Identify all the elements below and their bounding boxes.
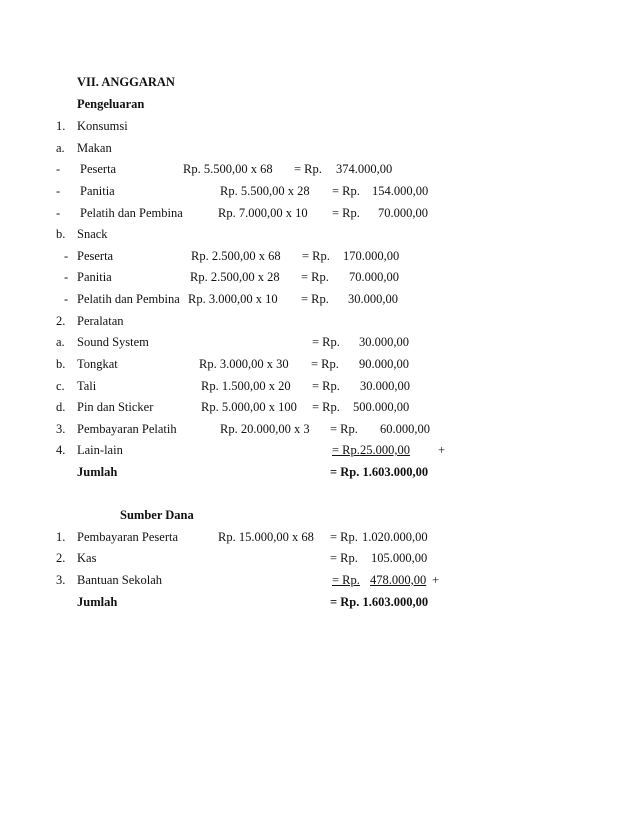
item-amount: 30.000,00 xyxy=(348,292,398,306)
plus-sign: + xyxy=(438,443,446,457)
item-makan: Makan xyxy=(77,141,112,155)
item-snack: Snack xyxy=(77,227,108,241)
list-marker: - xyxy=(64,292,69,306)
item-amount: 170.000,00 xyxy=(343,249,400,263)
item-calculation: Rp. 3.000,00 x 10 xyxy=(188,292,278,306)
item-label: Tali xyxy=(77,379,97,393)
item-amount: 374.000,00 xyxy=(336,162,393,176)
item-label: Pembayaran Peserta xyxy=(77,530,179,544)
list-marker: - xyxy=(64,249,69,263)
item-currency: = Rp. xyxy=(302,249,330,263)
item-amount: 500.000,00 xyxy=(353,400,410,414)
item-currency: = Rp. xyxy=(312,335,340,349)
item-amount: 25.000,00 xyxy=(360,443,410,457)
item-label: Pembayaran Pelatih xyxy=(77,422,177,436)
item-label: Panitia xyxy=(77,270,112,284)
item-amount: 1.020.000,00 xyxy=(362,530,428,544)
item-label: Panitia xyxy=(80,184,115,198)
item-amount: 154.000,00 xyxy=(372,184,429,198)
item-label: Kas xyxy=(77,551,97,565)
list-marker: a. xyxy=(56,335,65,349)
plus-sign: + xyxy=(432,573,440,587)
item-amount: 30.000,00 xyxy=(359,335,409,349)
list-marker: - xyxy=(56,184,61,198)
item-currency: = Rp. xyxy=(330,530,358,544)
item-currency: = Rp. xyxy=(330,551,358,565)
item-calculation: Rp. 15.000,00 x 68 xyxy=(218,530,314,544)
item-calculation: Rp. 20.000,00 x 3 xyxy=(220,422,310,436)
total-value: = Rp. 1.603.000,00 xyxy=(330,595,429,609)
item-currency: = Rp. xyxy=(301,270,329,284)
item-calculation: Rp. 5.500,00 x 28 xyxy=(220,184,310,198)
item-label: Pelatih dan Pembina xyxy=(77,292,180,306)
item-label: Sound System xyxy=(77,335,149,349)
pengeluaran-heading: Pengeluaran xyxy=(77,97,145,111)
list-marker: c. xyxy=(56,379,65,393)
total-label: Jumlah xyxy=(77,595,118,609)
item-label: Peserta xyxy=(80,162,117,176)
item-calculation: Rp. 5.500,00 x 68 xyxy=(183,162,273,176)
item-currency: = Rp. xyxy=(312,400,340,414)
item-amount: 478.000,00 xyxy=(370,573,427,587)
item-amount: 90.000,00 xyxy=(359,357,409,371)
item-currency: = Rp. xyxy=(332,206,360,220)
list-marker: - xyxy=(64,270,69,284)
sumber-dana-heading: Sumber Dana xyxy=(120,508,194,522)
list-marker: - xyxy=(56,162,61,176)
total-value: = Rp. 1.603.000,00 xyxy=(330,465,429,479)
item-calculation: Rp. 2.500,00 x 28 xyxy=(190,270,280,284)
item-currency: = Rp. xyxy=(311,357,339,371)
item-label: Lain-lain xyxy=(77,443,123,457)
item-amount: 30.000,00 xyxy=(360,379,410,393)
item-peralatan: Peralatan xyxy=(77,314,124,328)
item-currency: = Rp. xyxy=(330,422,358,436)
item-amount: 105.000,00 xyxy=(371,551,428,565)
item-label: Bantuan Sekolah xyxy=(77,573,163,587)
item-label: Peserta xyxy=(77,249,114,263)
item-calculation: Rp. 3.000,00 x 30 xyxy=(199,357,289,371)
item-calculation: Rp. 1.500,00 x 20 xyxy=(201,379,291,393)
section-title: VII. ANGGARAN xyxy=(77,75,175,89)
list-marker: b. xyxy=(56,357,66,371)
list-marker: a. xyxy=(56,141,65,155)
item-calculation: Rp. 5.000,00 x 100 xyxy=(201,400,297,414)
list-marker: 1. xyxy=(56,119,66,133)
item-currency: = Rp. xyxy=(332,184,360,198)
list-marker: - xyxy=(56,206,61,220)
list-marker: 3. xyxy=(56,573,66,587)
list-marker: 2. xyxy=(56,551,66,565)
item-label: Pin dan Sticker xyxy=(77,400,154,414)
list-marker: d. xyxy=(56,400,66,414)
item-currency: = Rp. xyxy=(312,379,340,393)
item-label: Tongkat xyxy=(77,357,118,371)
item-amount: 70.000,00 xyxy=(378,206,428,220)
list-marker: 1. xyxy=(56,530,66,544)
item-label: Pelatih dan Pembina xyxy=(80,206,183,220)
item-currency: = Rp. xyxy=(332,573,360,587)
list-marker: 3. xyxy=(56,422,66,436)
item-calculation: Rp. 7.000,00 x 10 xyxy=(218,206,308,220)
list-marker: b. xyxy=(56,227,66,241)
currency-underlined: = Rp. xyxy=(332,443,360,457)
item-calculation: Rp. 2.500,00 x 68 xyxy=(191,249,281,263)
list-marker: 4. xyxy=(56,443,66,457)
item-amount: 60.000,00 xyxy=(380,422,430,436)
item-amount: 70.000,00 xyxy=(349,270,399,284)
item-konsumsi: Konsumsi xyxy=(77,119,128,133)
total-label: Jumlah xyxy=(77,465,118,479)
item-currency: = Rp. xyxy=(301,292,329,306)
list-marker: 2. xyxy=(56,314,66,328)
item-currency: = Rp. xyxy=(294,162,322,176)
